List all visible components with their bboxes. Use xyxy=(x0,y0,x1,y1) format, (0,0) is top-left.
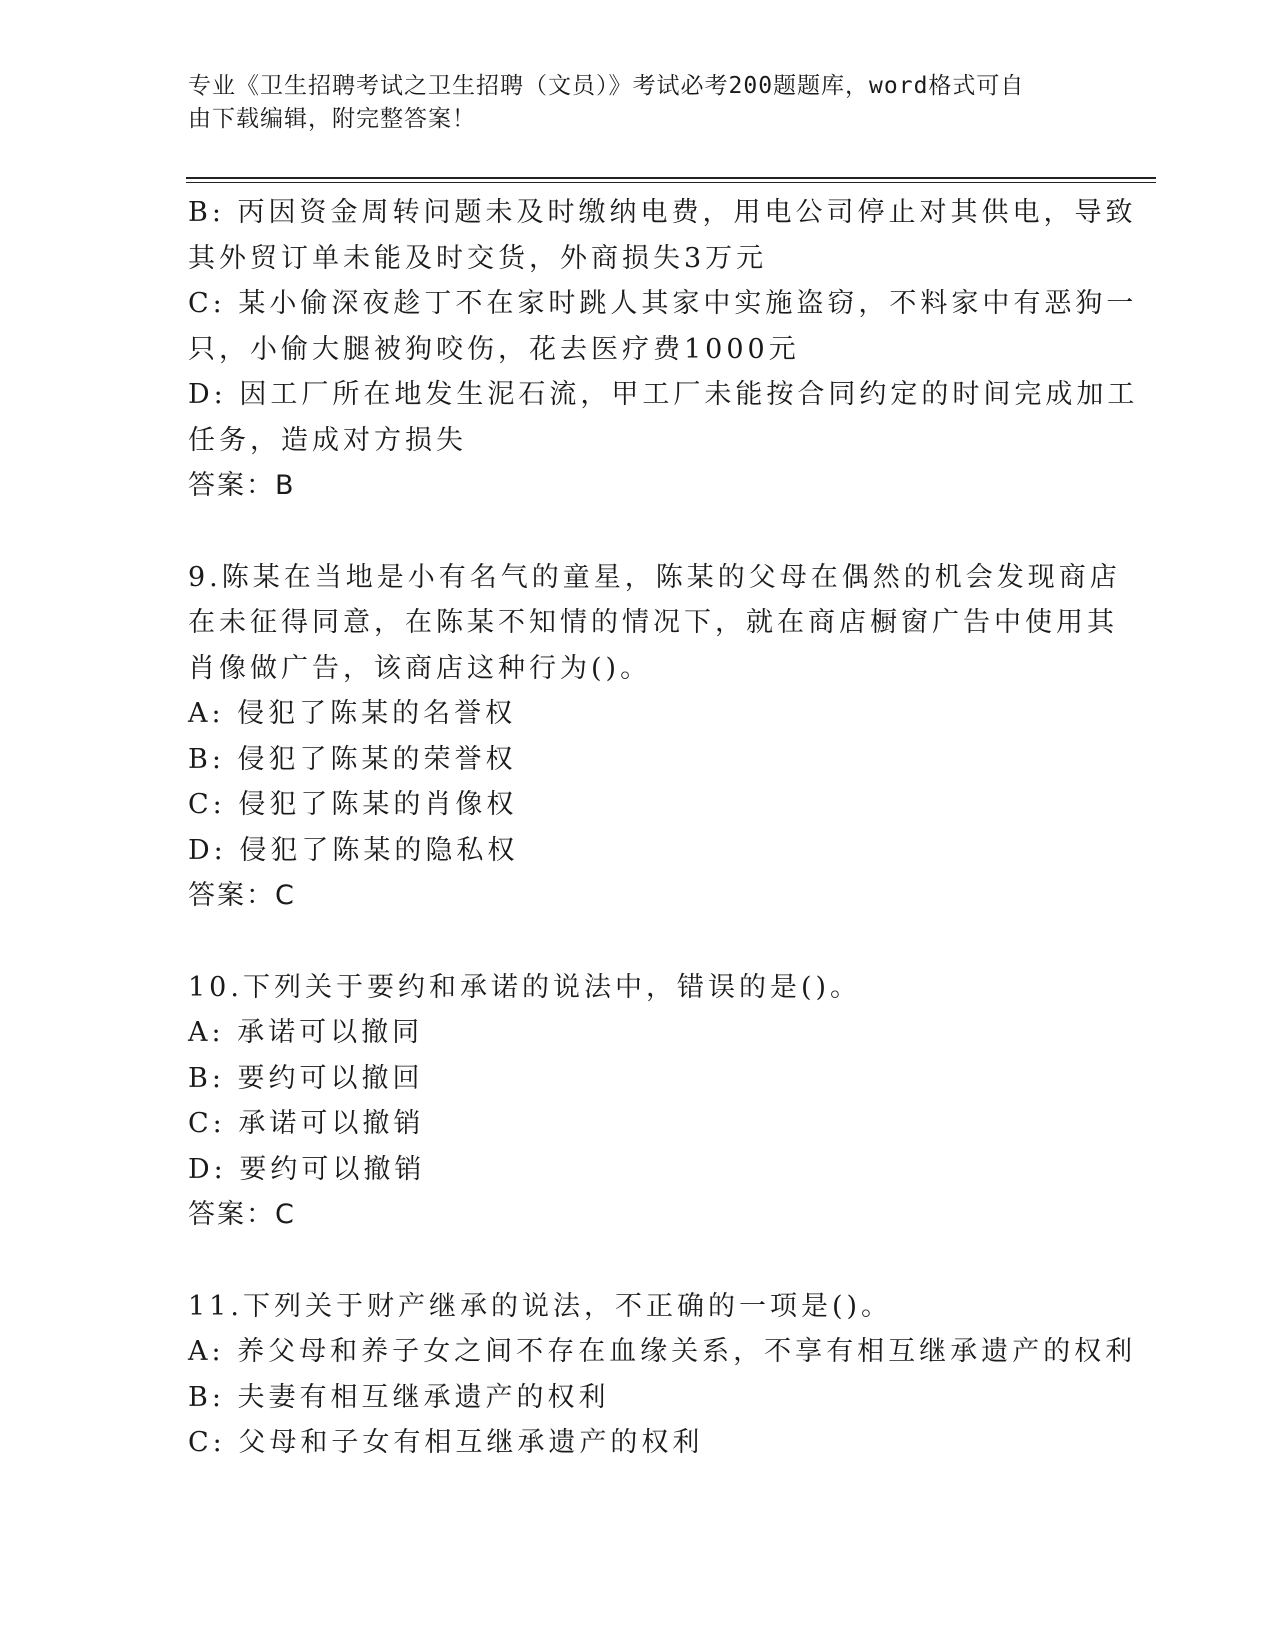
question-11 xyxy=(188,1284,1137,1466)
question-stem: 9.陈某在当地是小有名气的童星，陈某的父母在偶然的机会发现商店 xyxy=(188,561,1121,593)
option-line: C: 某小偷深夜趁丁不在家时跳人其家中实施盗窃，不料家中有恶狗一 xyxy=(188,288,1138,319)
question-stem: 在未征得同意，在陈某不知情的情况下，就在商店橱窗广告中使用其 xyxy=(188,607,1118,638)
option-a: A: 侵犯了陈某的名誉权 xyxy=(188,698,517,729)
option-line: D: 因工厂所在地发生泥石流，甲工厂未能按合同约定的时间完成加工 xyxy=(188,379,1139,410)
answer-line: 答案：B xyxy=(188,470,296,501)
option-d: D: 侵犯了陈某的隐私权 xyxy=(188,834,519,866)
header-line-1: 专业《卫生招聘考试之卫生招聘（文员）》考试必考200题题库，word格式可自 xyxy=(188,73,1025,99)
option-c: C: 父母和子女有相互继承遗产的权利 xyxy=(188,1427,704,1458)
answer-line: 答案：C xyxy=(188,1199,296,1230)
header-line-2: 由下载编辑，附完整答案！ xyxy=(188,106,476,132)
question-8 xyxy=(188,190,1139,509)
option-d: D: 要约可以撤销 xyxy=(188,1153,426,1185)
option-line: B: 丙因资金周转问题未及时缴纳电费，用电公司停止对其供电，导致 xyxy=(188,197,1137,228)
question-stem: 11.下列关于财产继承的说法，不正确的一项是()。 xyxy=(188,1290,893,1322)
option-b: B: 夫妻有相互继承遗产的权利 xyxy=(188,1381,610,1413)
question-stem: 10.下列关于要约和承诺的说法中，错误的是()。 xyxy=(188,971,862,1003)
option-line: 其外贸订单未能及时交货，外商损失3万元 xyxy=(188,242,768,274)
option-line: 只，小偷大腿被狗咬伤，花去医疗费1000元 xyxy=(188,333,800,365)
option-b: B: 要约可以撤回 xyxy=(188,1062,424,1094)
question-stem: 肖像做广告，该商店这种行为()。 xyxy=(188,652,652,684)
answer-line: 答案：C xyxy=(188,880,296,911)
option-c: C: 侵犯了陈某的肖像权 xyxy=(188,789,518,820)
question-10 xyxy=(188,965,1088,1238)
header-divider-thick xyxy=(186,177,1156,179)
header-divider-thin xyxy=(186,182,1156,183)
option-a: A: 承诺可以撤同 xyxy=(188,1017,424,1048)
option-b: B: 侵犯了陈某的荣誉权 xyxy=(188,743,517,775)
option-c: C: 承诺可以撤销 xyxy=(188,1108,425,1139)
option-line: 任务，造成对方损失 xyxy=(188,424,467,456)
question-content xyxy=(188,190,1139,1466)
document-header xyxy=(188,70,1068,136)
option-a: A: 养父母和养子女之间不存在血缘关系，不享有相互继承遗产的权利 xyxy=(188,1336,1137,1367)
question-9 xyxy=(188,555,1121,919)
